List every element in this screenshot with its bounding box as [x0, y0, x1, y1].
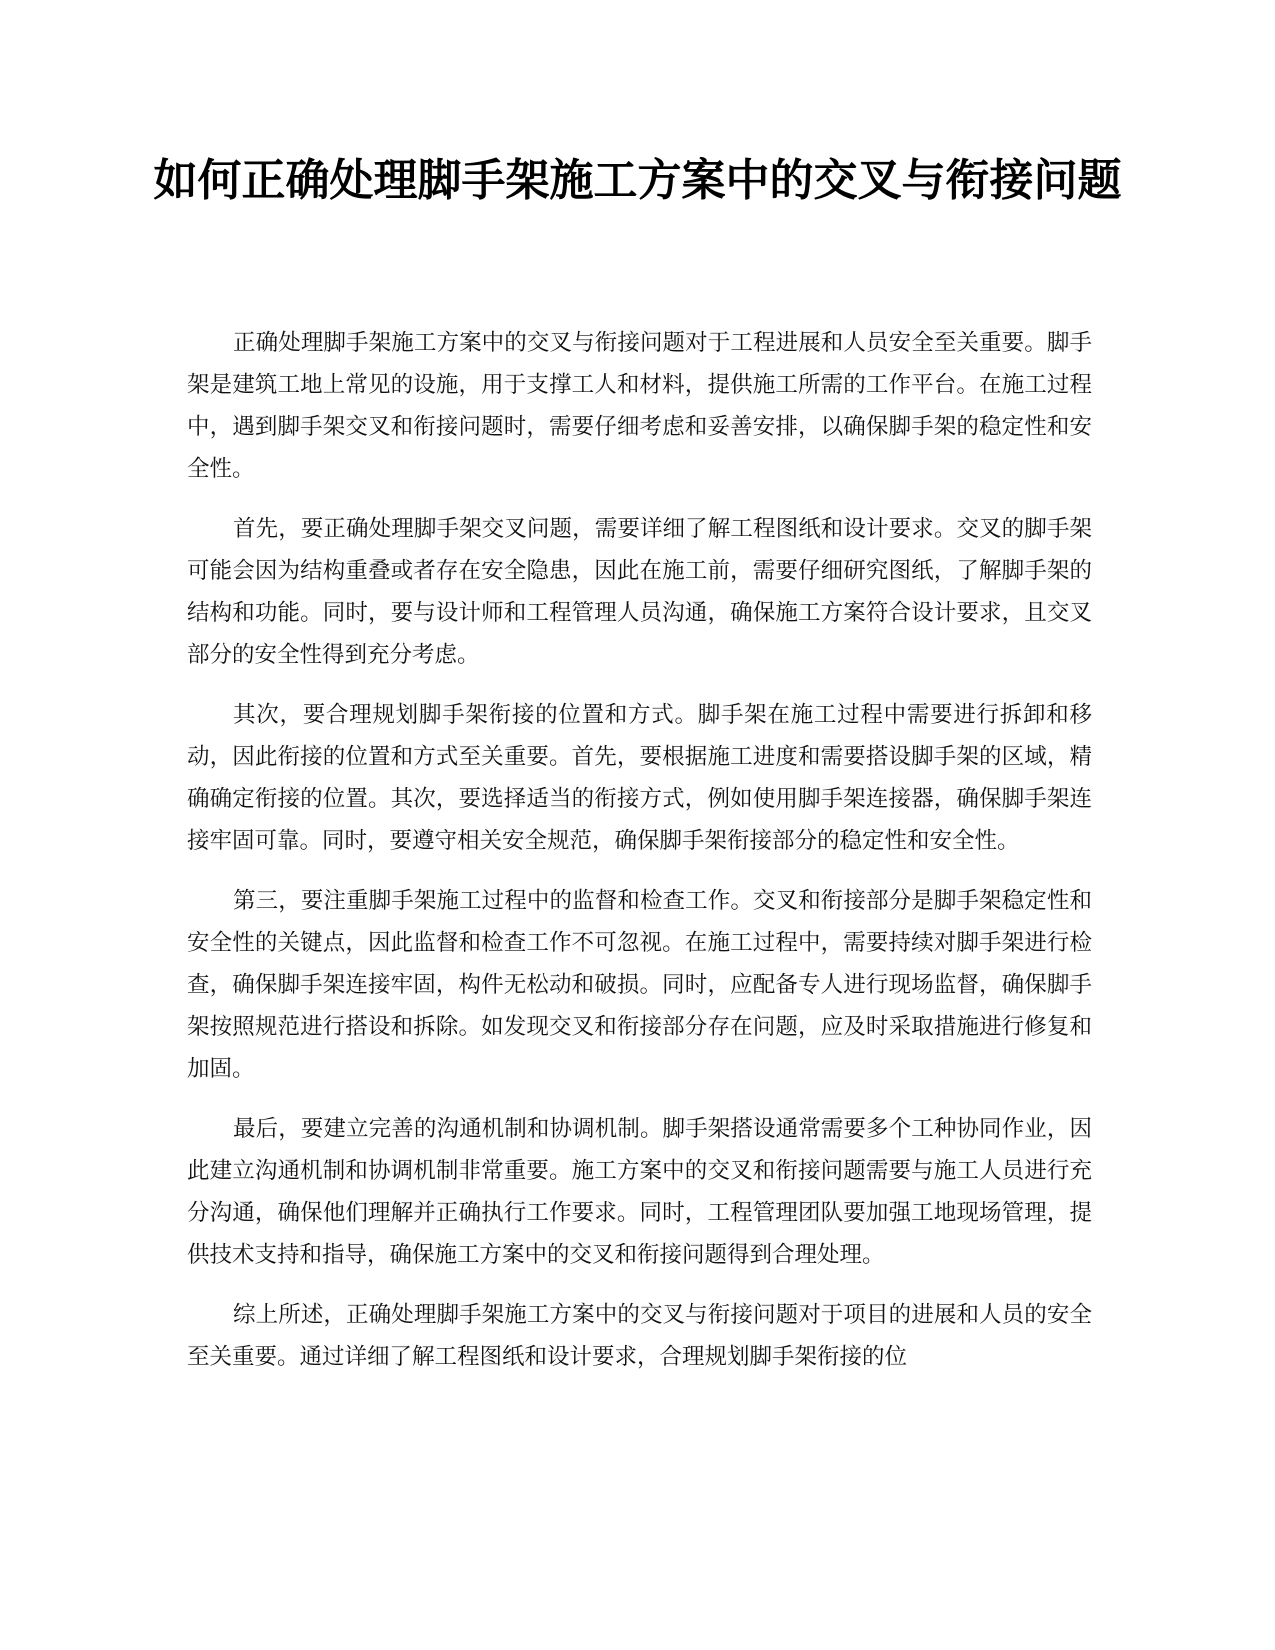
- paragraph: 正确处理脚手架施工方案中的交叉与衔接问题对于工程进展和人员安全至关重要。脚手架是建筑工地上常见的设施，用于支撑工人和材料，提供施工所需的工作平台。在施工过程中，遇到脚手架交叉和衔接问题时，需要仔细考虑和妥善安排，以确保脚手架的稳定性和安全性。: [187, 330, 1092, 482]
- document-body: [187, 322, 1092, 1396]
- paragraph: 首先，要正确处理脚手架交叉问题，需要详细了解工程图纸和设计要求。交叉的脚手架可能会因为结构重叠或者存在安全隐患，因此在施工前，需要仔细研究图纸，了解脚手架的结构和功能。同时，要与设计师和工程管理人员沟通，确保施工方案符合设计要求，且交叉部分的安全性得到充分考虑。: [187, 516, 1092, 668]
- paragraph: 其次，要合理规划脚手架衔接的位置和方式。脚手架在施工过程中需要进行拆卸和移动，因此衔接的位置和方式至关重要。首先，要根据施工进度和需要搭设脚手架的区域，精确确定衔接的位置。其次，要选择适当的衔接方式，例如使用脚手架连接器，确保脚手架连接牢固可靠。同时，要遵守相关安全规范，确保脚手架衔接部分的稳定性和安全性。: [187, 702, 1092, 854]
- document-title: 如何正确处理脚手架施工方案中的交叉与衔接问题: [153, 155, 1122, 206]
- paragraph: 最后，要建立完善的沟通机制和协调机制。脚手架搭设通常需要多个工种协同作业，因此建立沟通机制和协调机制非常重要。施工方案中的交叉和衔接问题需要与施工人员进行充分沟通，确保他们理解并正确执行工作要求。同时，工程管理团队要加强工地现场管理，提供技术支持和指导，确保施工方案中的交叉和衔接问题得到合理处理。: [187, 1116, 1092, 1268]
- paragraph: 综上所述，正确处理脚手架施工方案中的交叉与衔接问题对于项目的进展和人员的安全至关重要。通过详细了解工程图纸和设计要求，合理规划脚手架衔接的位: [187, 1302, 1092, 1370]
- paragraph: 第三，要注重脚手架施工过程中的监督和检查工作。交叉和衔接部分是脚手架稳定性和安全性的关键点，因此监督和检查工作不可忽视。在施工过程中，需要持续对脚手架进行检查，确保脚手架连接牢固，构件无松动和破损。同时，应配备专人进行现场监督，确保脚手架按照规范进行搭设和拆除。如发现交叉和衔接部分存在问题，应及时采取措施进行修复和加固。: [187, 888, 1092, 1082]
